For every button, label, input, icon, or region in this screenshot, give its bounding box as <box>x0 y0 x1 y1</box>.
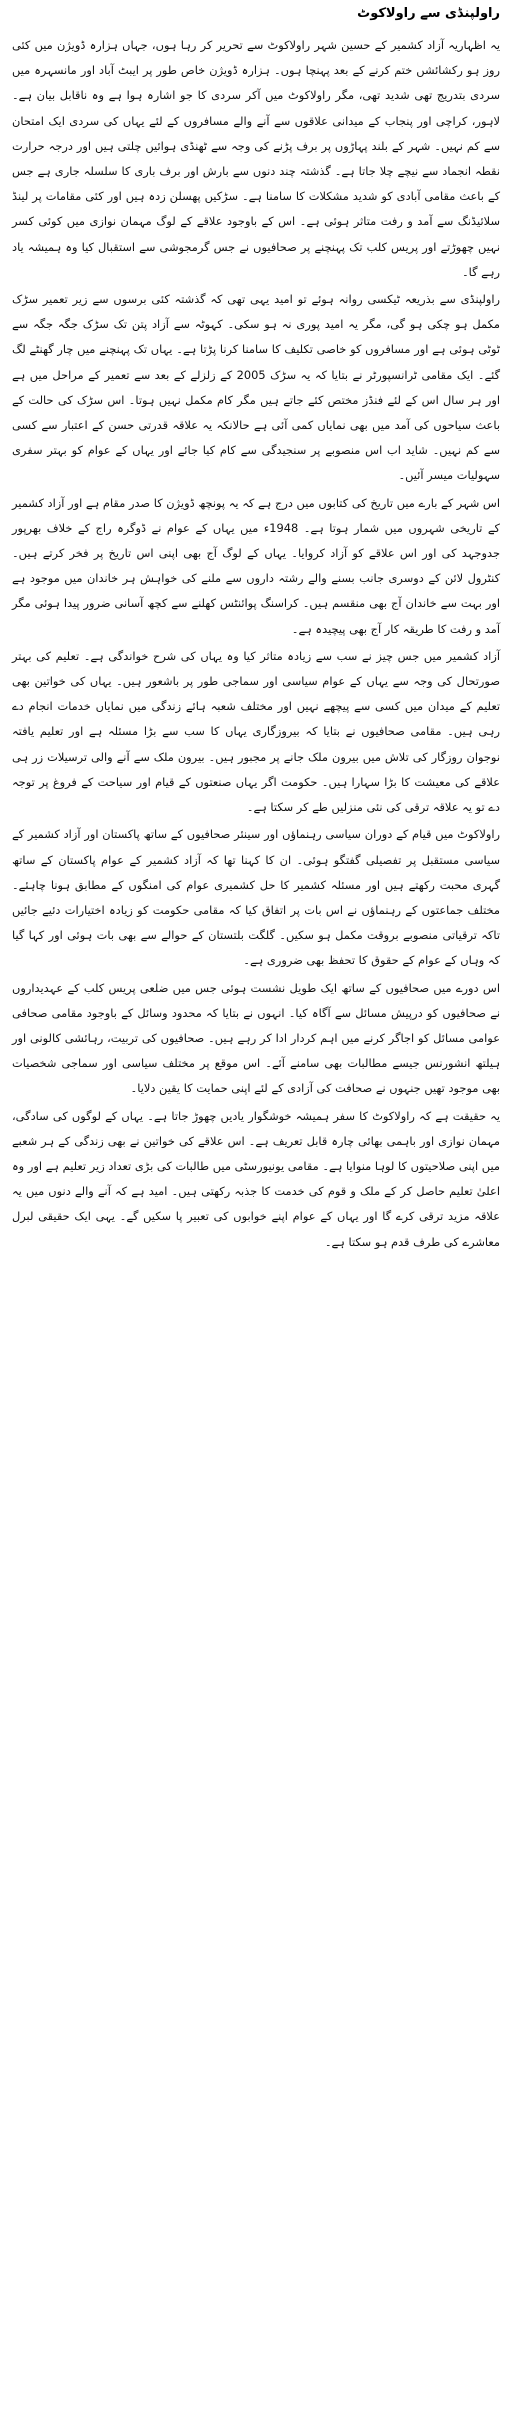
paragraph: یہ اظہاریہ آزاد کشمیر کے حسین شہر راولاکوٹ سے تحریر کر رہا ہوں، جہاں ہزارہ ڈویژن میں کئی روز ہو رکشائشں ختم کرنے کے بعد پہنچا ہوں۔ ہزارہ ڈویژن خاص طور پر ایبٹ آباد اور مانسہرہ میں سردی بتدریج تھی شدید تھی، مگر راولاکوٹ میں آکر سردی کا جو اشارہ ہوا ہے وہ ناقابل بیان ہے۔ لاہور، کراچی اور پنجاب کے میدانی علاقوں سے آنے والے مسافروں کے لئے یہاں کی سردی ایک امتحان سے کم نہیں۔ شہر کے بلند پہاڑوں پر برف پڑنے کی وجہ سے ٹھنڈی ہوائیں چلتی ہیں اور درجہ حرارت نقطہ انجماد سے نیچے چلا جاتا ہے۔ گذشتہ چند دنوں سے بارش اور برف باری کا سلسلہ جاری ہے جس کے باعث مقامی آبادی کو شدید مشکلات کا سامنا ہے۔ سڑکیں پھسلن زدہ ہیں اور کئی مقامات پر لینڈ سلائیڈنگ سے آمد و رفت متاثر ہوئی ہے۔ اس کے باوجود علاقے کے لوگ مہمان نوازی میں کوئی کسر نہیں چھوڑتے اور پریس کلب تک پہنچنے پر صحافیوں نے جس گرمجوشی سے استقبال کیا وہ ہمیشہ یاد رہے گا۔ <box>12 38 500 279</box>
article-body <box>12 33 500 1255</box>
paragraph: راولپنڈی سے بذریعہ ٹیکسی روانہ ہوئے تو امید یہی تھی کہ گذشتہ کئی برسوں سے زیر تعمیر سڑک مکمل ہو چکی ہو گی، مگر یہ امید پوری نہ ہو سکی۔ کہوٹہ سے آزاد پتن تک سڑک جگہ جگہ سے ٹوٹی ہوئی ہے اور مسافروں کو خاصی تکلیف کا سامنا کرنا پڑتا ہے۔ یہاں تک پہنچنے میں چار گھنٹے لگ گئے۔ ایک مقامی ٹرانسپورٹر نے بتایا کہ یہ سڑک 2005 کے زلزلے کے بعد سے تعمیر کے مراحل میں ہے اور ہر سال اس کے لئے فنڈز مختص کئے جاتے ہیں مگر کام مکمل نہیں ہوتا۔ اس سڑک کی حالت کے باعث سیاحوں کی آمد میں بھی نمایاں کمی آئی ہے حالانکہ یہ علاقہ قدرتی حسن کے اعتبار سے کسی سے کم نہیں۔ شاید اب اس منصوبے پر سنجیدگی سے کام کیا جائے اور یہاں کے عوام کو بہتر سفری سہولیات میسر آئیں۔ <box>12 292 500 483</box>
article-title: راولپنڈی سے راولاکوٹ <box>357 6 500 21</box>
paragraph: یہ حقیقت ہے کہ راولاکوٹ کا سفر ہمیشہ خوشگوار یادیں چھوڑ جاتا ہے۔ یہاں کے لوگوں کی سادگی، مہمان نوازی اور باہمی بھائی چارہ قابل تعریف ہے۔ اس علاقے کی خواتین نے بھی زندگی کے ہر شعبے میں اپنی صلاحیتوں کا لوہا منوایا ہے۔ مقامی یونیورسٹی میں طالبات کی بڑی تعداد زیر تعلیم ہے اور وہ اعلیٰ تعلیم حاصل کر کے ملک و قوم کی خدمت کا جذبہ رکھتی ہیں۔ امید ہے کہ آنے والے دنوں میں یہ علاقہ مزید ترقی کرے گا اور یہاں کے عوام اپنے خوابوں کی تعبیر پا سکیں گے۔ یہی ایک حقیقی لبرل معاشرے کی طرف قدم ہو سکتا ہے۔ <box>12 1108 500 1249</box>
paragraph: راولاکوٹ میں قیام کے دوران سیاسی رہنماؤں اور سینئر صحافیوں کے ساتھ پاکستان اور آزاد کشمیر کے سیاسی مستقبل پر تفصیلی گفتگو ہوئی۔ ان کا کہنا تھا کہ آزاد کشمیر کے عوام پاکستان کے ساتھ گہری محبت رکھتے ہیں اور مسئلہ کشمیر کا حل کشمیری عوام کی امنگوں کے مطابق ہونا چاہئے۔ مختلف جماعتوں کے رہنماؤں نے اس بات پر اتفاق کیا کہ مقامی حکومت کو زیادہ اختیارات دئیے جائیں تاکہ ترقیاتی منصوبے بروقت مکمل ہو سکیں۔ گلگت بلتستان کے حوالے سے بھی بات ہوئی اور کہا گیا کہ وہاں کے عوام کے حقوق کا تحفظ بھی ضروری ہے۔ <box>12 827 500 968</box>
paragraph: آزاد کشمیر میں جس چیز نے سب سے زیادہ متاثر کیا وہ یہاں کی شرح خواندگی ہے۔ تعلیم کی بہتر صورتحال کی وجہ سے یہاں کے عوام سیاسی اور سماجی طور پر باشعور ہیں۔ یہاں کی خواتین بھی تعلیم کے میدان میں کسی سے پیچھے نہیں اور مختلف شعبہ ہائے زندگی میں نمایاں خدمات انجام دے رہی ہیں۔ مقامی صحافیوں نے بتایا کہ بیروزگاری یہاں کا سب سے بڑا مسئلہ ہے اور تعلیم یافتہ نوجوان روزگار کی تلاش میں بیرون ملک جانے پر مجبور ہیں۔ بیرون ملک سے آنے والی ترسیلات زر ہی علاقے کی معیشت کا بڑا سہارا ہیں۔ حکومت اگر یہاں صنعتوں کے قیام اور سیاحت کے فروغ پر توجہ دے تو یہ علاقہ ترقی کی نئی منزلیں طے کر سکتا ہے۔ <box>12 648 500 815</box>
paragraph: اس دورے میں صحافیوں کے ساتھ ایک طویل نشست ہوئی جس میں ضلعی پریس کلب کے عہدیداروں نے صحافیوں کو درپیش مسائل سے آگاہ کیا۔ انہوں نے بتایا کہ محدود وسائل کے باوجود مقامی صحافی عوامی مسائل کو اجاگر کرنے میں اہم کردار ادا کر رہے ہیں۔ صحافیوں کی تربیت، رہائشی کالونی اور ہیلتھ انشورنس جیسے مطالبات بھی سامنے آئے۔ اس موقع پر مختلف سیاسی اور سماجی شخصیات بھی موجود تھیں جنہوں نے صحافت کی آزادی کے لئے اپنی حمایت کا یقین دلایا۔ <box>12 980 500 1096</box>
paragraph: اس شہر کے بارے میں تاریخ کی کتابوں میں درج ہے کہ یہ پونچھ ڈویژن کا صدر مقام ہے اور آزاد کشمیر کے تاریخی شہروں میں شمار ہوتا ہے۔ 1948ء میں یہاں کے عوام نے ڈوگرہ راج کے خلاف بھرپور جدوجہد کی اور اس علاقے کو آزاد کروایا۔ یہاں کے لوگ آج بھی اپنی اس تاریخ پر فخر کرتے ہیں۔ کنٹرول لائن کے دوسری جانب بسنے والے رشتہ داروں سے ملنے کی خواہش ہر خاندان میں موجود ہے اور بہت سے خاندان آج بھی منقسم ہیں۔ کراسنگ پوائنٹس کھلنے سے کچھ آسانی ضرور پیدا ہوئی مگر آمد و رفت کا طریقہ کار آج بھی پیچیدہ ہے۔ <box>12 495 500 636</box>
